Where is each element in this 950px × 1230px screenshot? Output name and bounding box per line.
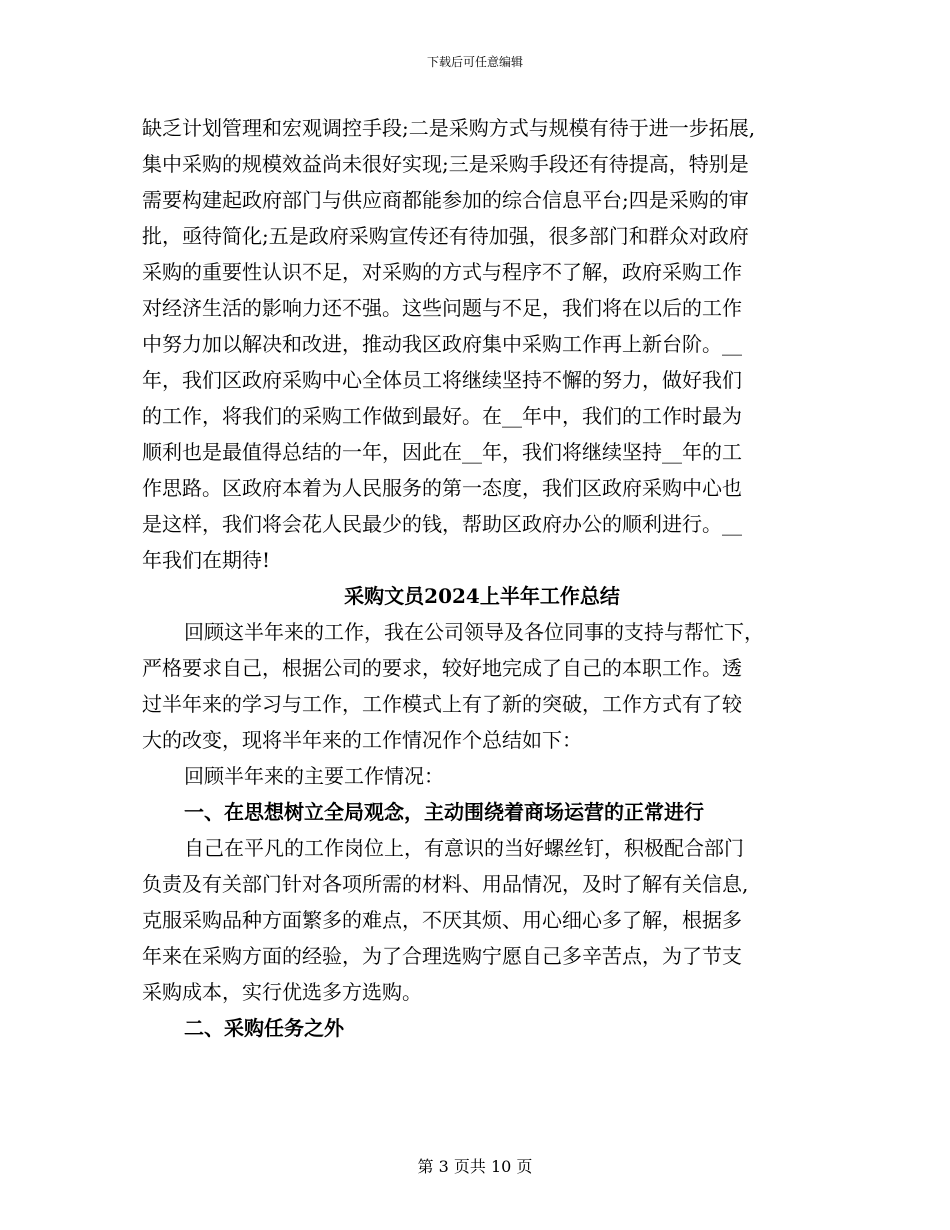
body-line: 的工作，将我们的采购工作做到最好。在__年中，我们的工作时最为 [142, 404, 742, 428]
body-line: 大的改变，现将半年来的工作情况作个总结如下： [142, 728, 582, 752]
heading-two: 二、采购任务之外 [184, 1016, 344, 1040]
body-line: 集中采购的规模效益尚未很好实现;三是采购手段还有待提高，特别是 [142, 152, 749, 176]
document-body [142, 110, 822, 1046]
page-header: 下载后可任意编辑 [426, 55, 523, 69]
heading-one: 一、在思想树立全局观念，主动围绕着商场运营的正常进行 [184, 800, 704, 824]
body-line: 顺利也是最值得总结的一年，因此在__年，我们将继续坚持__年的工 [142, 440, 742, 464]
body-line: 负责及有关部门针对各项所需的材料、用品情况，及时了解有关信息, [142, 872, 749, 896]
body-line: 回顾半年来的主要工作情况： [184, 764, 444, 788]
body-line: 采购成本，实行优选多方选购。 [142, 980, 422, 1004]
body-line: 中努力加以解决和改进，推动我区政府集中采购工作再上新台阶。__ [142, 332, 742, 356]
body-line: 过半年来的学习与工作，工作模式上有了新的突破，工作方式有了较 [142, 692, 742, 716]
body-line: 需要构建起政府部门与供应商都能参加的综合信息平台;四是采购的审 [142, 188, 749, 212]
body-line: 年我们在期待! [142, 548, 271, 572]
body-line: 批，亟待简化;五是政府采购宣传还有待加强，很多部门和群众对政府 [142, 224, 749, 248]
page-footer: 第 3 页共 10 页 [417, 1157, 533, 1176]
body-line: 克服采购品种方面繁多的难点，不厌其烦、用心细心多了解，根据多 [142, 908, 742, 932]
body-line: 回顾这半年来的工作，我在公司领导及各位同事的支持与帮忙下， [184, 620, 764, 644]
body-line: 作思路。区政府本着为人民服务的第一态度，我们区政府采购中心也 [142, 476, 742, 500]
body-line: 年，我们区政府采购中心全体员工将继续坚持不懈的努力，做好我们 [142, 368, 742, 392]
body-line: 采购的重要性认识不足，对采购的方式与程序不了解，政府采购工作 [142, 260, 742, 284]
body-line: 是这样，我们将会花人民最少的钱，帮助区政府办公的顺利进行。__ [142, 512, 742, 536]
body-line: 自己在平凡的工作岗位上，有意识的当好螺丝钉，积极配合部门 [184, 836, 744, 860]
body-line: 对经济生活的影响力还不强。这些问题与不足，我们将在以后的工作 [142, 296, 742, 320]
body-line: 年来在采购方面的经验，为了合理选购宁愿自己多辛苦点，为了节支 [142, 944, 742, 968]
body-line: 严格要求自己，根据公司的要求，较好地完成了自己的本职工作。透 [142, 656, 742, 680]
body-line: 缺乏计划管理和宏观调控手段;二是采购方式与规模有待于进一步拓展, [142, 116, 756, 140]
section-title: 采购文员2024上半年工作总结 [344, 584, 620, 608]
